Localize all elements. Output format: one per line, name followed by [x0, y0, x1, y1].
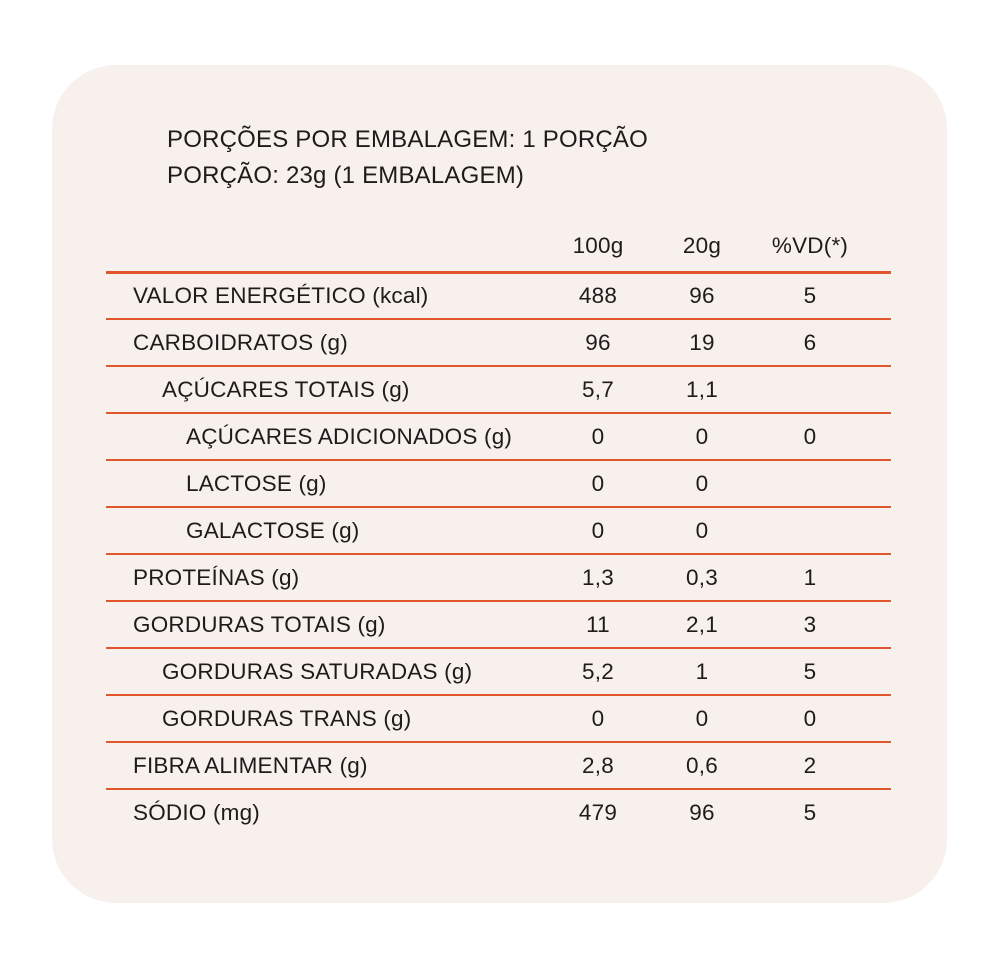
- value-20g: 0,3: [648, 554, 756, 601]
- value-20g: 2,1: [648, 601, 756, 648]
- value-20g: 19: [648, 319, 756, 366]
- value-vd: [756, 507, 891, 554]
- nutrition-facts-card: [52, 65, 947, 903]
- table-row: [106, 601, 891, 648]
- row-label: AÇÚCARES TOTAIS (g): [106, 366, 548, 413]
- value-100g: 479: [578, 800, 618, 825]
- header-vd: %VD(*): [756, 225, 891, 272]
- nutrition-table-header: [106, 225, 891, 272]
- value-20g: 1,1: [648, 366, 756, 413]
- value-20g: 96: [689, 800, 715, 825]
- value-vd: 5: [803, 800, 817, 825]
- header-20g: 20g: [648, 225, 756, 272]
- table-row: [106, 413, 891, 460]
- table-row: [106, 742, 891, 789]
- value-100g: 96: [548, 319, 648, 366]
- value-20g: 96: [648, 272, 756, 319]
- value-vd: 5: [756, 648, 891, 695]
- row-label: VALOR ENERGÉTICO (kcal): [106, 272, 548, 319]
- row-label: GORDURAS TRANS (g): [106, 695, 548, 742]
- row-label: SÓDIO (mg): [133, 800, 261, 825]
- value-100g: 0: [548, 507, 648, 554]
- row-label: GALACTOSE (g): [106, 507, 548, 554]
- value-vd: 5: [756, 272, 891, 319]
- header-row: [106, 225, 891, 272]
- value-20g: 0: [648, 413, 756, 460]
- nutrition-table-body: [106, 272, 891, 836]
- value-20g: 0: [648, 460, 756, 507]
- value-vd: [756, 460, 891, 507]
- servings-per-package: PORÇÕES POR EMBALAGEM: 1 PORÇÃO: [167, 126, 648, 153]
- value-100g: 5,7: [548, 366, 648, 413]
- row-label: LACTOSE (g): [106, 460, 548, 507]
- table-row: [106, 460, 891, 507]
- table-row: [106, 507, 891, 554]
- value-100g: 0: [548, 695, 648, 742]
- table-row: [106, 554, 891, 601]
- serving-info: [167, 122, 648, 194]
- value-100g: 1,3: [548, 554, 648, 601]
- value-vd: 2: [756, 742, 891, 789]
- table-row: [106, 695, 891, 742]
- row-label: PROTEÍNAS (g): [106, 554, 548, 601]
- row-label: CARBOIDRATOS (g): [106, 319, 548, 366]
- table-row: [106, 366, 891, 413]
- value-20g: 0,6: [648, 742, 756, 789]
- value-100g: 0: [548, 413, 648, 460]
- value-20g: 0: [648, 695, 756, 742]
- row-label: GORDURAS TOTAIS (g): [106, 601, 548, 648]
- value-vd: 0: [756, 413, 891, 460]
- value-vd: [756, 366, 891, 413]
- value-100g: 0: [548, 460, 648, 507]
- table-row: [106, 319, 891, 366]
- table-row: [106, 648, 891, 695]
- value-vd: 6: [756, 319, 891, 366]
- header-nutrient-column: [106, 225, 548, 272]
- table-row: [106, 272, 891, 319]
- serving-size: PORÇÃO: 23g (1 EMBALAGEM): [167, 162, 525, 189]
- header-100g: 100g: [548, 225, 648, 272]
- value-vd: 1: [756, 554, 891, 601]
- row-label: FIBRA ALIMENTAR (g): [106, 742, 548, 789]
- value-100g: 2,8: [548, 742, 648, 789]
- value-20g: 1: [648, 648, 756, 695]
- value-vd: 0: [756, 695, 891, 742]
- value-100g: 11: [548, 601, 648, 648]
- value-vd: 3: [756, 601, 891, 648]
- table-row: [106, 789, 891, 836]
- nutrition-table: [106, 225, 891, 836]
- row-label: AÇÚCARES ADICIONADOS (g): [106, 413, 548, 460]
- value-100g: 5,2: [548, 648, 648, 695]
- row-label: GORDURAS SATURADAS (g): [106, 648, 548, 695]
- value-20g: 0: [648, 507, 756, 554]
- value-100g: 488: [548, 272, 648, 319]
